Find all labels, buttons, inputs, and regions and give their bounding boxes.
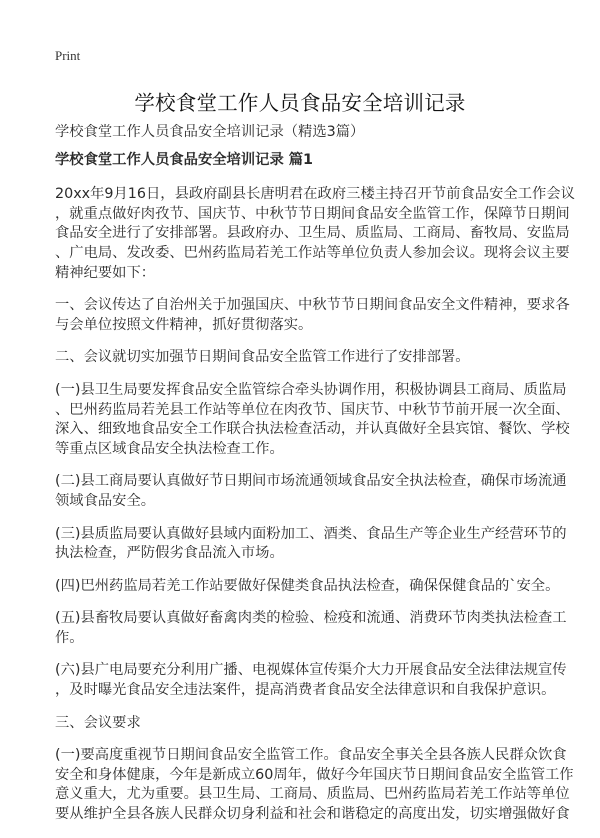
text-line: 作。 [55, 629, 84, 646]
text-line: 执法检查，严防假劣食品流入市场。 [55, 545, 284, 562]
text-line: 等重点区域食品安全执法检查工作。 [55, 440, 284, 457]
text-line: (四)巴州药监局若羌工作站要做好保健类食品执法检查，确保保健食品的`安全。 [55, 577, 560, 594]
text-line: 、巴州药监局若羌县工作站等单位在肉孜节、国庆节、中秋节节前开展一次全面、 [55, 401, 570, 418]
text-line: 食品安全进行了安排部署。县政府办、卫生局、质监局、工商局、畜牧局、安监局 [55, 225, 570, 242]
paragraph [55, 348, 555, 368]
paragraph [55, 472, 567, 511]
text-line: 学校食堂工作人员食品安全培训记录（精选3篇） [55, 124, 365, 140]
text-line: (三)县质监局要认真做好县域内面粉加工、酒类、食品生产等企业生产经营环节的 [55, 525, 567, 542]
text-line: 精神纪要如下： [55, 264, 156, 281]
paragraph [55, 185, 575, 283]
paragraph [55, 609, 567, 648]
text-line: 要从维护全县各族人民群众切身利益和社会和谐稳定的高度出发，切实增强做好食 [55, 806, 570, 823]
paragraph [55, 381, 570, 459]
paragraph [55, 577, 560, 597]
text-line: 安全和身体健康，今年是新成立60周年，做好今年国庆节日期间食品安全监管工作 [55, 766, 574, 783]
paragraph [55, 296, 570, 335]
section-heading [55, 151, 555, 171]
text-line: (一)县卫生局要发挥食品安全监管综合牵头协调作用，积极协调县工商局、质监局 [55, 381, 567, 398]
text-line: 意义重大，尤为重要。县卫生局、工商局、质监局、巴州药监局若羌工作站等单位 [55, 786, 570, 803]
page-title: 学校食堂工作人员食品安全培训记录 [134, 91, 466, 115]
text-line: 领域食品安全。 [55, 492, 156, 509]
text-line: ，就重点做好肉孜节、国庆节、中秋节节日期间食品安全监管工作，保障节日期间 [55, 205, 570, 222]
document-body [55, 123, 575, 838]
text-line: (五)县畜牧局要认真做好畜禽肉类的检验、检疫和流通、消费环节肉类执法检查工 [55, 610, 567, 627]
paragraph [55, 525, 567, 564]
text-line: 三、会议要求 [55, 714, 141, 731]
text-line: ，及时曝光食品安全违法案件，提高消费者食品安全法律意识和自我保护意识。 [55, 682, 556, 699]
text-line: 二、会议就切实加强节日期间食品安全监管工作进行了安排部署。 [55, 349, 470, 366]
text-line: 与会单位按照文件精神，抓好贯彻落实。 [55, 316, 313, 333]
text-line: (六)县广电局要充分利用广播、电视媒体宣传渠介大力开展食品安全法律法规宣传 [55, 662, 567, 679]
document-subtitle [55, 123, 555, 143]
text-line: 一、会议传达了自治州关于加强国庆、中秋节节日期间食品安全文件精神，要求各 [55, 297, 570, 314]
text-line: 学校食堂工作人员食品安全培训记录 篇1 [55, 151, 313, 168]
print-link[interactable]: Print [55, 48, 81, 63]
paragraph [55, 746, 574, 824]
text-line: 、广电局、发改委、巴州药监局若羌工作站等单位负责人参加会议。现将会议主要 [55, 244, 570, 261]
text-line: 20xx年9月16日，县政府副县长唐明君在政府三楼主持召开节前食品安全工作会议 [55, 186, 575, 203]
text-line: (二)县工商局要认真做好节日期间市场流通领域食品安全执法检查，确保市场流通 [55, 473, 567, 490]
paragraph [55, 661, 567, 700]
text-line: (一)要高度重视节日期间食品安全监管工作。食品安全事关全县各族人民群众饮食 [55, 747, 567, 764]
paragraph [55, 714, 555, 734]
text-line: 深入、细致地食品安全工作联合执法检查活动，并认真做好全县宾馆、餐饮、学校 [55, 421, 570, 438]
